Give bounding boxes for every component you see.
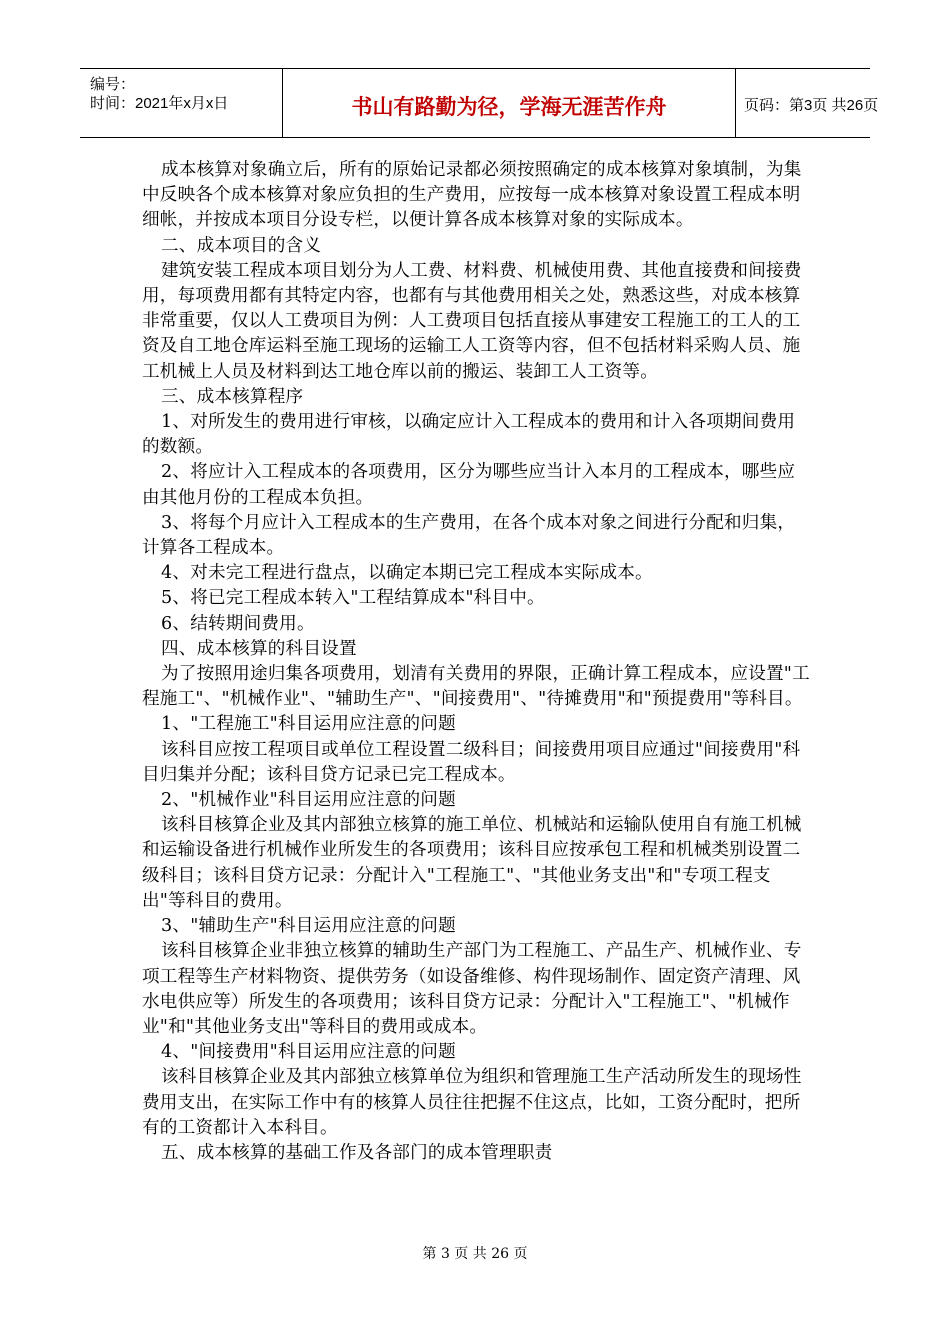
header-page-cell [736,69,879,137]
list-item: 6、结转期间费用。 [161,613,315,634]
header-motto-cell [283,69,736,137]
section-heading: 五、成本核算的基础工作及各部门的成本管理职责 [161,1142,553,1163]
page-footer: 第 3 页 共 26 页 [422,1246,528,1262]
section-heading: 三、成本核算程序 [161,386,304,407]
body-paragraph: 成本核算对象确立后，所有的原始记录都必须按照确定的成本核算对象填制，为集中反映各个成本核算对象应负担的生产费用，应按每一成本核算对象设置工程成本明细帐，并按成本项目分设专栏，以便计算各成本核算对象的实际成本。 [142,160,802,231]
body-paragraph: 建筑安装工程成本项目划分为人工费、材料费、机械使用费、其他直接费和间接费用，每项费用都有其特定内容，也都有与其他费用相关之处，熟悉这些，对成本核算非常重要，仅以人工费项目为例：人工费项目包括直接从事建安工程施工的工人的工资及自工地仓库运料至施工现场的运输工人工资等内容，但不包括材料采购人员、施工机械上人员及材料到达工地仓库以前的搬运、装卸工人工资等。 [142,260,802,382]
body-paragraph: 该科目应按工程项目或单位工程设置二级科目；间接费用项目应通过"间接费用"科目归集并分配；该科目贷方记录已完工程成本。 [142,739,801,785]
subsection-heading: 2、"机械作业"科目运用应注意的问题 [161,790,456,811]
document-number-label: 编号： [90,76,136,93]
document-date-label: 时间：2021年x月x日 [90,95,229,112]
header-meta-cell [80,69,283,137]
section-heading: 四、成本核算的科目设置 [161,638,357,659]
body-paragraph: 该科目核算企业非独立核算的辅助生产部门为工程施工、产品生产、机械作业、专项工程等生产材料物资、提供劳务（如设备维修、构件现场制作、固定资产清理、风水电供应等）所发生的各项费用；该科目贷方记录：分配计入"工程施工"、"机械作业"和"其他业务支出"等科目的费用或成本。 [142,941,802,1037]
document-body [142,158,812,1166]
list-item: 1、对所发生的费用进行审核，以确定应计入工程成本的费用和计入各项期间费用的数额。 [142,412,796,458]
list-item: 4、对未完工程进行盘点，以确定本期已完工程成本实际成本。 [161,563,653,584]
list-item: 2、将应计入工程成本的各项费用，区分为哪些应当计入本月的工程成本，哪些应由其他月份的工程成本负担。 [142,462,796,508]
page-header [80,68,879,138]
body-paragraph: 该科目核算企业及其内部独立核算的施工单位、机械站和运输队使用自有施工机械和运输设备进行机械作业所发生的各项费用；该科目应按承包工程和机械类别设置二级科目；该科目贷方记录：分配计入"工程施工"、"其他业务支出"和"专项工程支出"等科目的费用。 [142,815,802,911]
section-heading: 二、成本项目的含义 [161,235,322,256]
body-paragraph: 该科目核算企业及其内部独立核算单位为组织和管理施工生产活动所发生的现场性费用支出，在实际工作中有的核算人员往往把握不住这点，比如，工资分配时，把所有的工资都计入本科目。 [142,1067,802,1138]
list-item: 3、将每个月应计入工程成本的生产费用，在各个成本对象之间进行分配和归集，计算各工程成本。 [142,512,796,559]
subsection-heading: 1、"工程施工"科目运用应注意的问题 [161,714,456,735]
subsection-heading: 3、"辅助生产"科目运用应注意的问题 [161,916,456,937]
header-page-info: 页码：第3页 共26页 [744,97,879,114]
body-paragraph: 为了按照用途归集各项费用，划清有关费用的界限，正确计算工程成本，应设置"工程施工"、"机械作业"、"辅助生产"、"间接费用"、"待摊费用"和"预提费用"等科目。 [142,664,810,710]
header-motto: 书山有路勤为径，学海无涯苦作舟 [351,95,667,119]
subsection-heading: 4、"间接费用"科目运用应注意的问题 [161,1042,456,1063]
list-item: 5、将已完工程成本转入"工程结算成本"科目中。 [161,588,545,609]
